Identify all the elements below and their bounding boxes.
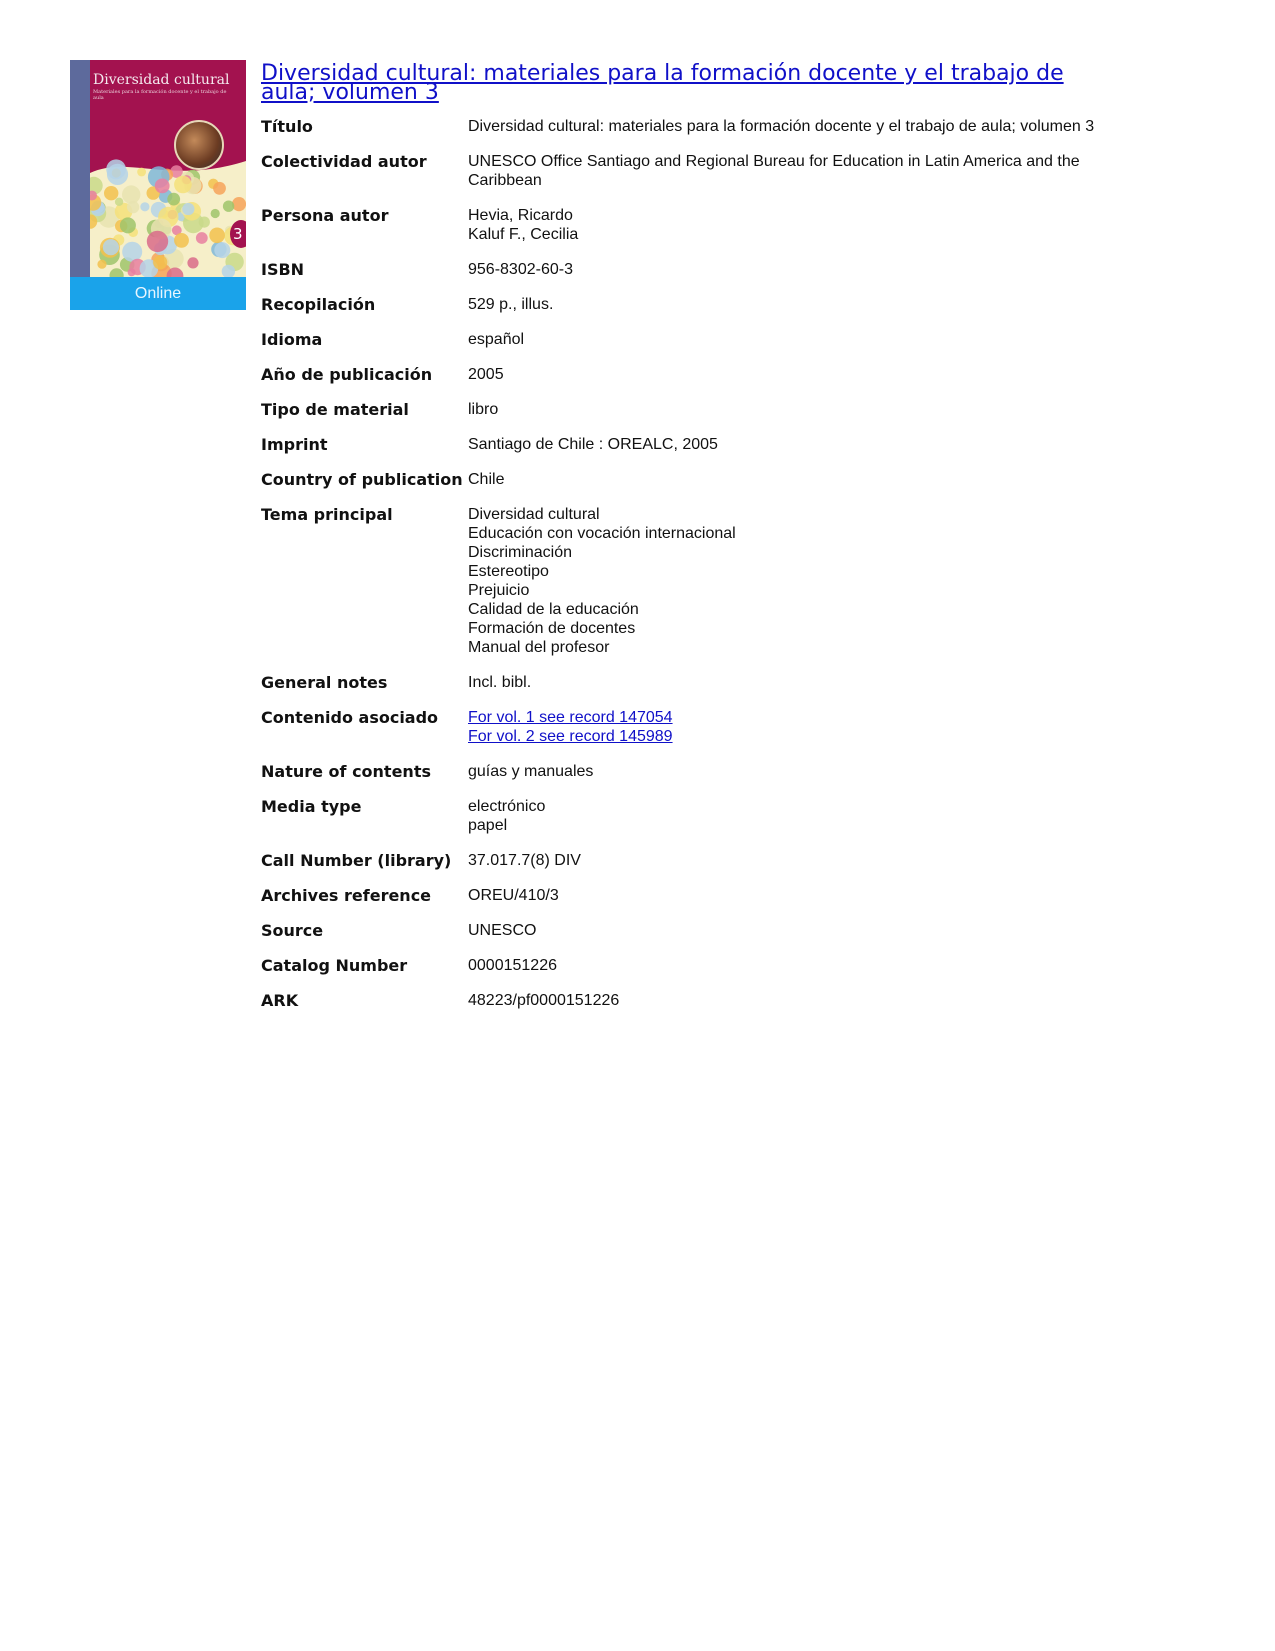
field-value-line: Diversidad cultural xyxy=(468,506,600,523)
field-value-line: Hevia, Ricardo xyxy=(468,207,573,224)
field-value-line: UNESCO xyxy=(468,922,537,939)
field-persona-autor xyxy=(261,206,1111,244)
field-value-line: Manual del profesor xyxy=(468,639,610,656)
field-value-line: 48223/pf0000151226 xyxy=(468,992,620,1009)
field-imprint xyxy=(261,435,1111,454)
field-label: Nature of contents xyxy=(261,762,431,781)
field-tema-principal xyxy=(261,505,1111,657)
field-label: Media type xyxy=(261,797,362,816)
field-contenido-asociado xyxy=(261,708,1111,746)
field-value xyxy=(468,152,1108,190)
field-value xyxy=(468,797,1108,835)
field-value xyxy=(468,921,1108,940)
field-value-line: libro xyxy=(468,401,499,418)
field-value xyxy=(468,260,1108,279)
field-label: Source xyxy=(261,921,324,940)
field-label: Country of publication xyxy=(261,470,463,489)
field-value-line: OREU/410/3 xyxy=(468,887,559,904)
cover-art xyxy=(70,60,246,277)
cover-photo xyxy=(174,120,224,170)
field-label: General notes xyxy=(261,673,388,692)
field-value-line: Prejuicio xyxy=(468,582,530,599)
field-label: Persona autor xyxy=(261,206,389,225)
field-general-notes xyxy=(261,673,1111,692)
related-record-link-vol1[interactable]: For vol. 1 see record 147054 xyxy=(468,709,673,726)
field-label: Contenido asociado xyxy=(261,708,439,727)
field-nature-contents xyxy=(261,762,1111,781)
cover-subtitle: Materiales para la formación docente y el trabajo de aula xyxy=(93,89,227,101)
field-value-line: 956-8302-60-3 xyxy=(468,261,573,278)
field-label: Imprint xyxy=(261,435,328,454)
field-value xyxy=(468,330,1108,349)
cover-title: Diversidad cultural xyxy=(93,72,230,88)
field-isbn xyxy=(261,260,1111,279)
field-value-line: guías y manuales xyxy=(468,763,594,780)
field-value-line: Calidad de la educación xyxy=(468,601,639,618)
field-value xyxy=(468,991,1108,1010)
field-label: Tema principal xyxy=(261,505,393,524)
field-value-line: electrónico xyxy=(468,798,546,815)
field-label: Título xyxy=(261,117,313,136)
field-label: ISBN xyxy=(261,260,305,279)
field-value-line: 0000151226 xyxy=(468,957,557,974)
book-cover-thumbnail[interactable] xyxy=(70,60,246,310)
field-value-line: Incl. bibl. xyxy=(468,674,532,691)
field-value-line: Educación con vocación internacional xyxy=(468,525,736,542)
field-value-line: 2005 xyxy=(468,366,504,383)
field-archives-reference xyxy=(261,886,1111,905)
record-title-link[interactable]: Diversidad cultural: materiales para la formación docente y el trabajo de aula; volumen 3 xyxy=(261,61,1064,105)
field-anio-publicacion xyxy=(261,365,1111,384)
field-value xyxy=(468,117,1108,136)
field-value-line: Formación de docentes xyxy=(468,620,636,637)
catalog-record xyxy=(261,61,1111,1026)
online-badge[interactable]: Online xyxy=(70,277,246,310)
field-value xyxy=(468,762,1108,781)
field-country-publication xyxy=(261,470,1111,489)
field-label: Call Number (library) xyxy=(261,851,452,870)
field-label: Colectividad autor xyxy=(261,152,427,171)
field-value xyxy=(468,886,1108,905)
cover-volume-badge: 3 xyxy=(230,220,246,248)
field-value xyxy=(468,851,1108,870)
field-source xyxy=(261,921,1111,940)
field-value-line: Diversidad cultural: materiales para la formación docente y el trabajo de aula; volumen 3 xyxy=(468,118,1095,135)
cover-spine xyxy=(70,60,90,277)
field-value-line: Santiago de Chile : OREALC, 2005 xyxy=(468,436,718,453)
field-tipo-material xyxy=(261,400,1111,419)
field-value xyxy=(468,673,1108,692)
field-ark xyxy=(261,991,1111,1010)
cover-dots-pattern xyxy=(90,155,246,277)
field-label: ARK xyxy=(261,991,299,1010)
field-value-line: 529 p., illus. xyxy=(468,296,554,313)
field-value xyxy=(468,295,1108,314)
field-titulo xyxy=(261,117,1111,136)
field-label: Recopilación xyxy=(261,295,376,314)
field-label: Tipo de material xyxy=(261,400,409,419)
field-value xyxy=(468,435,1108,454)
field-value xyxy=(468,400,1108,419)
field-colectividad-autor xyxy=(261,152,1111,190)
field-recopilacion xyxy=(261,295,1111,314)
field-value xyxy=(468,708,1108,746)
field-label: Catalog Number xyxy=(261,956,408,975)
field-value-line: Estereotipo xyxy=(468,563,549,580)
field-value-line: 37.017.7(8) DIV xyxy=(468,852,581,869)
field-value xyxy=(468,206,1108,244)
field-value xyxy=(468,956,1108,975)
field-call-number xyxy=(261,851,1111,870)
field-label: Año de publicación xyxy=(261,365,433,384)
field-value-line: español xyxy=(468,331,525,348)
field-media-type xyxy=(261,797,1111,835)
field-value-line: Discriminación xyxy=(468,544,573,561)
related-record-link-vol2[interactable]: For vol. 2 see record 145989 xyxy=(468,728,673,745)
field-idioma xyxy=(261,330,1111,349)
field-value-line: Kaluf F., Cecilia xyxy=(468,226,579,243)
field-value xyxy=(468,505,1108,657)
field-value-line: papel xyxy=(468,817,508,834)
field-value xyxy=(468,365,1108,384)
field-value-line: UNESCO Office Santiago and Regional Bureau for Education in Latin America and the Caribbean xyxy=(468,153,1080,189)
field-label: Archives reference xyxy=(261,886,432,905)
field-value xyxy=(468,470,1108,489)
field-label: Idioma xyxy=(261,330,323,349)
field-value-line: Chile xyxy=(468,471,505,488)
field-catalog-number xyxy=(261,956,1111,975)
